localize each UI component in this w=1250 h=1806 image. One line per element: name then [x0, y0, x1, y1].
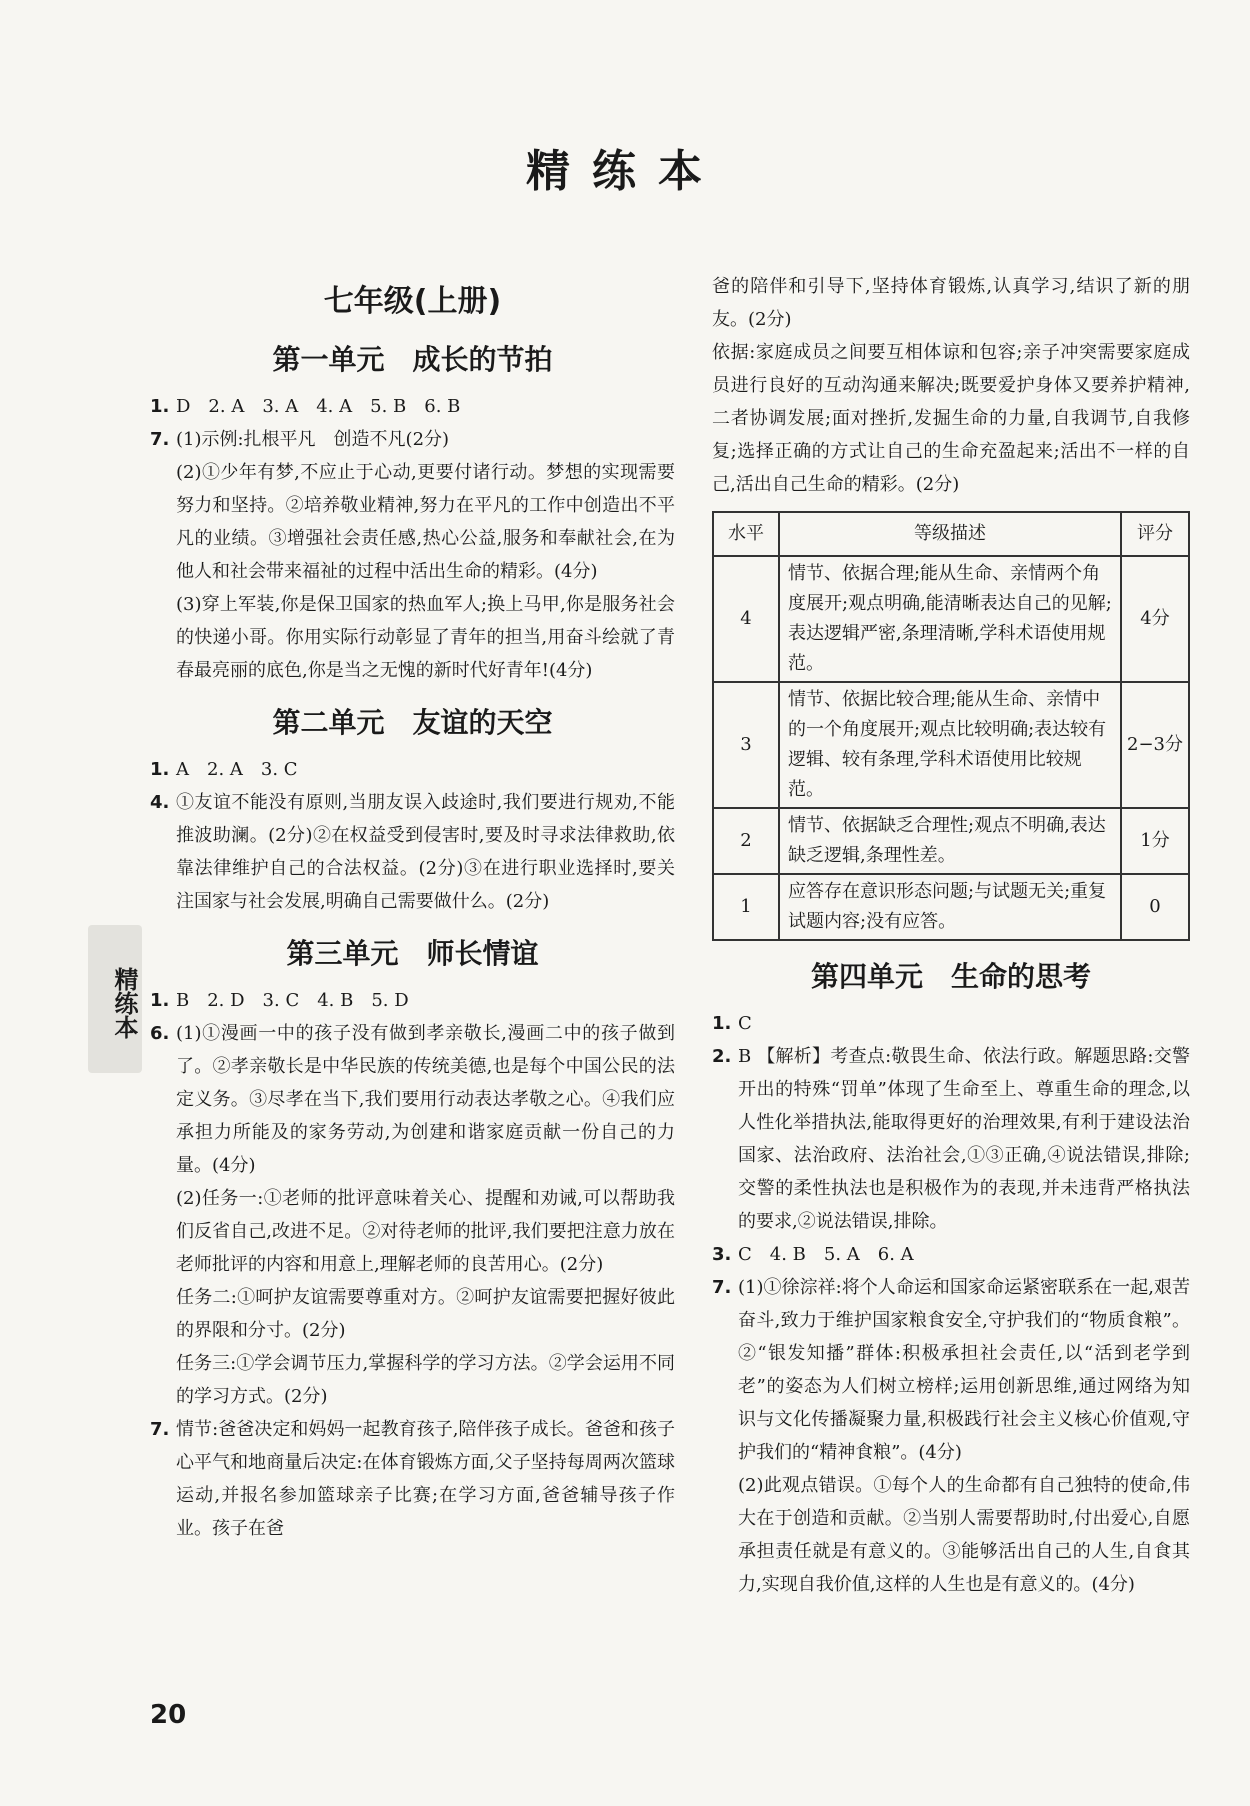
rubric-level: 3	[713, 682, 779, 808]
question-number: 2.	[712, 1046, 732, 1067]
unit-1-title: 第一单元 成长的节拍	[272, 343, 553, 376]
rubric-score: 2−3分	[1121, 682, 1189, 808]
unit-3-q6	[150, 1017, 675, 1413]
rubric-header-desc: 等级描述	[779, 512, 1121, 556]
question-number: 1.	[150, 990, 170, 1011]
question-number: 4.	[150, 792, 170, 813]
answer-text: (3)穿上军装,你是保卫国家的热血军人;换上马甲,你是服务社会的快递小哥。你用实际行动彰显了青年的担当,用奋斗绘就了青春最亮丽的底色,你是当之无愧的新时代好青年!(4分)	[176, 594, 675, 681]
answer-text: 爸的陪伴和引导下,坚持体育锻炼,认真学习,结识了新的朋友。(2分)	[712, 276, 1190, 330]
rubric-row	[713, 808, 1189, 874]
rubric-table	[712, 511, 1190, 941]
unit-3-title: 第三单元 师长情谊	[286, 937, 539, 970]
answer-text: (2)此观点错误。①每个人的生命都有自己独特的使命,伟大在于创造和贡献。②当别人需要帮助时,付出爱心,自愿承担责任就是有意义的。③能够活出自己的人生,自食其力,实现自我价值,这样的人生也是有意义的。(4分)	[738, 1475, 1190, 1595]
page-title: 精练本	[526, 146, 724, 197]
rubric-header-row	[713, 512, 1189, 556]
rubric-level: 2	[713, 808, 779, 874]
answer-text: (2)①少年有梦,不应止于心动,更要付诸行动。梦想的实现需要努力和坚持。②培养敬业精神,努力在平凡的工作中创造出不平凡的业绩。③增强社会责任感,热心公益,服务和奉献社会,在为他人和社会带来福祉的过程中活出生命的精彩。(4分)	[176, 462, 675, 582]
rubric-desc: 情节、依据缺乏合理性;观点不明确,表达缺乏逻辑,条理性差。	[779, 808, 1121, 874]
unit-2-mc: 1. A 2. A 3. C	[150, 753, 675, 786]
side-tab: 精练本	[88, 925, 142, 1073]
answer-text: 情节:爸爸决定和妈妈一起教育孩子,陪伴孩子成长。爸爸和孩子心平气和地商量后决定:在体育锻炼方面,父子坚持每周两次篮球运动,并报名参加篮球亲子比赛;在学习方面,爸爸辅导孩子作业。孩子在爸	[176, 1419, 675, 1539]
answer-text: B 【解析】考查点:敬畏生命、依法行政。解题思路:交警开出的特殊“罚单”体现了生命至上、尊重生命的理念,以人性化举措执法,能取得更好的治理效果,有利于建设法治国家、法治政府、法治社会,①③正确,④说法错误,排除;交警的柔性执法也是积极作为的表现,并未违背严格执法的要求,②说法错误,排除。	[738, 1046, 1190, 1232]
question-number: 7.	[712, 1277, 732, 1298]
rubric-score: 4分	[1121, 556, 1189, 682]
unit-1-q7	[150, 423, 675, 687]
grade-title: 七年级(上册)	[323, 284, 502, 319]
unit-2-title: 第二单元 友谊的天空	[272, 706, 553, 739]
page-number: 20	[150, 1700, 187, 1730]
question-number: 6.	[150, 1023, 170, 1044]
rubric-row	[713, 874, 1189, 940]
question-number: 1.	[150, 396, 170, 417]
right-column	[712, 270, 1190, 1601]
question-number: 3.	[712, 1244, 732, 1265]
answer-text: (1)①漫画一中的孩子没有做到孝亲敬长,漫画二中的孩子做到了。②孝亲敬长是中华民族的传统美德,也是每个中国公民的法定义务。③尽孝在当下,我们要用行动表达孝敬之心。④我们应承担力所能及的家务劳动,为创建和谐家庭贡献一份自己的力量。(4分)	[176, 1023, 675, 1176]
answer-text: ①友谊不能没有原则,当朋友误入歧途时,我们要进行规劝,不能推波助澜。(2分)②在权益受到侵害时,要及时寻求法律救助,依靠法律维护自己的合法权益。(2分)③在进行职业选择时,要关注国家与社会发展,明确自己需要做什么。(2分)	[176, 792, 675, 912]
rubric-level: 1	[713, 874, 779, 940]
rubric-score: 0	[1121, 874, 1189, 940]
unit-4-q2	[712, 1040, 1190, 1238]
unit-4-title: 第四单元 生命的思考	[810, 960, 1091, 993]
rubric-header-level: 水平	[713, 512, 779, 556]
rubric-level: 4	[713, 556, 779, 682]
rubric-desc: 情节、依据合理;能从生命、亲情两个角度展开;观点明确,能清晰表达自己的见解;表达逻辑严密,条理清晰,学科术语使用规范。	[779, 556, 1121, 682]
answer-text: 依据:家庭成员之间要互相体谅和包容;亲子冲突需要家庭成员进行良好的互动沟通来解决;既要爱护身体又要养护精神,二者协调发展;面对挫折,发掘生命的力量,自我调节,自我修复;选择正确的方式让自己的生命充盈起来;活出不一样的自己,活出自己生命的精彩。(2分)	[712, 342, 1190, 495]
unit-4-mc: 3. C 4. B 5. A 6. A	[712, 1238, 1190, 1271]
answer-text: 任务三:①学会调节压力,掌握科学的学习方法。②学会运用不同的学习方式。(2分)	[176, 1353, 675, 1407]
question-number: 7.	[150, 1419, 170, 1440]
rubric-row	[713, 556, 1189, 682]
question-number: 1.	[150, 759, 170, 780]
question-number: 7.	[150, 429, 170, 450]
left-column	[150, 270, 675, 1545]
rubric-header-score: 评分	[1121, 512, 1189, 556]
rubric-row	[713, 682, 1189, 808]
answer-text: (2)任务一:①老师的批评意味着关心、提醒和劝诫,可以帮助我们反省自己,改进不足。②对待老师的批评,我们要把注意力放在老师批评的内容和用意上,理解老师的良苦用心。(2分)	[176, 1188, 675, 1275]
answer-text: 任务二:①呵护友谊需要尊重对方。②呵护友谊需要把握好彼此的界限和分寸。(2分)	[176, 1287, 675, 1341]
question-number: 1.	[712, 1013, 732, 1034]
unit-4-q7	[712, 1271, 1190, 1601]
rubric-score: 1分	[1121, 808, 1189, 874]
unit-4-q1: 1. C	[712, 1007, 1190, 1040]
answer-text: (1)①徐淙祥:将个人命运和国家命运紧密联系在一起,艰苦奋斗,致力于维护国家粮食安全,守护我们的“物质食粮”。②“银发知播”群体:积极承担社会责任,以“活到老学到老”的姿态为人们树立榜样;运用创新思维,通过网络为知识与文化传播凝聚力量,积极践行社会主义核心价值观,守护我们的“精神食粮”。(4分)	[738, 1277, 1190, 1463]
unit-2-q4	[150, 786, 675, 918]
unit-3-q7	[150, 1413, 675, 1545]
answer-text: (1)示例:扎根平凡 创造不凡(2分)	[176, 429, 450, 450]
rubric-desc: 应答存在意识形态问题;与试题无关;重复试题内容;没有应答。	[779, 874, 1121, 940]
unit-1-mc: 1. D 2. A 3. A 4. A 5. B 6. B	[150, 390, 675, 423]
unit-3-mc: 1. B 2. D 3. C 4. B 5. D	[150, 984, 675, 1017]
rubric-desc: 情节、依据比较合理;能从生命、亲情中的一个角度展开;观点比较明确;表达较有逻辑、较有条理,学科术语使用比较规范。	[779, 682, 1121, 808]
